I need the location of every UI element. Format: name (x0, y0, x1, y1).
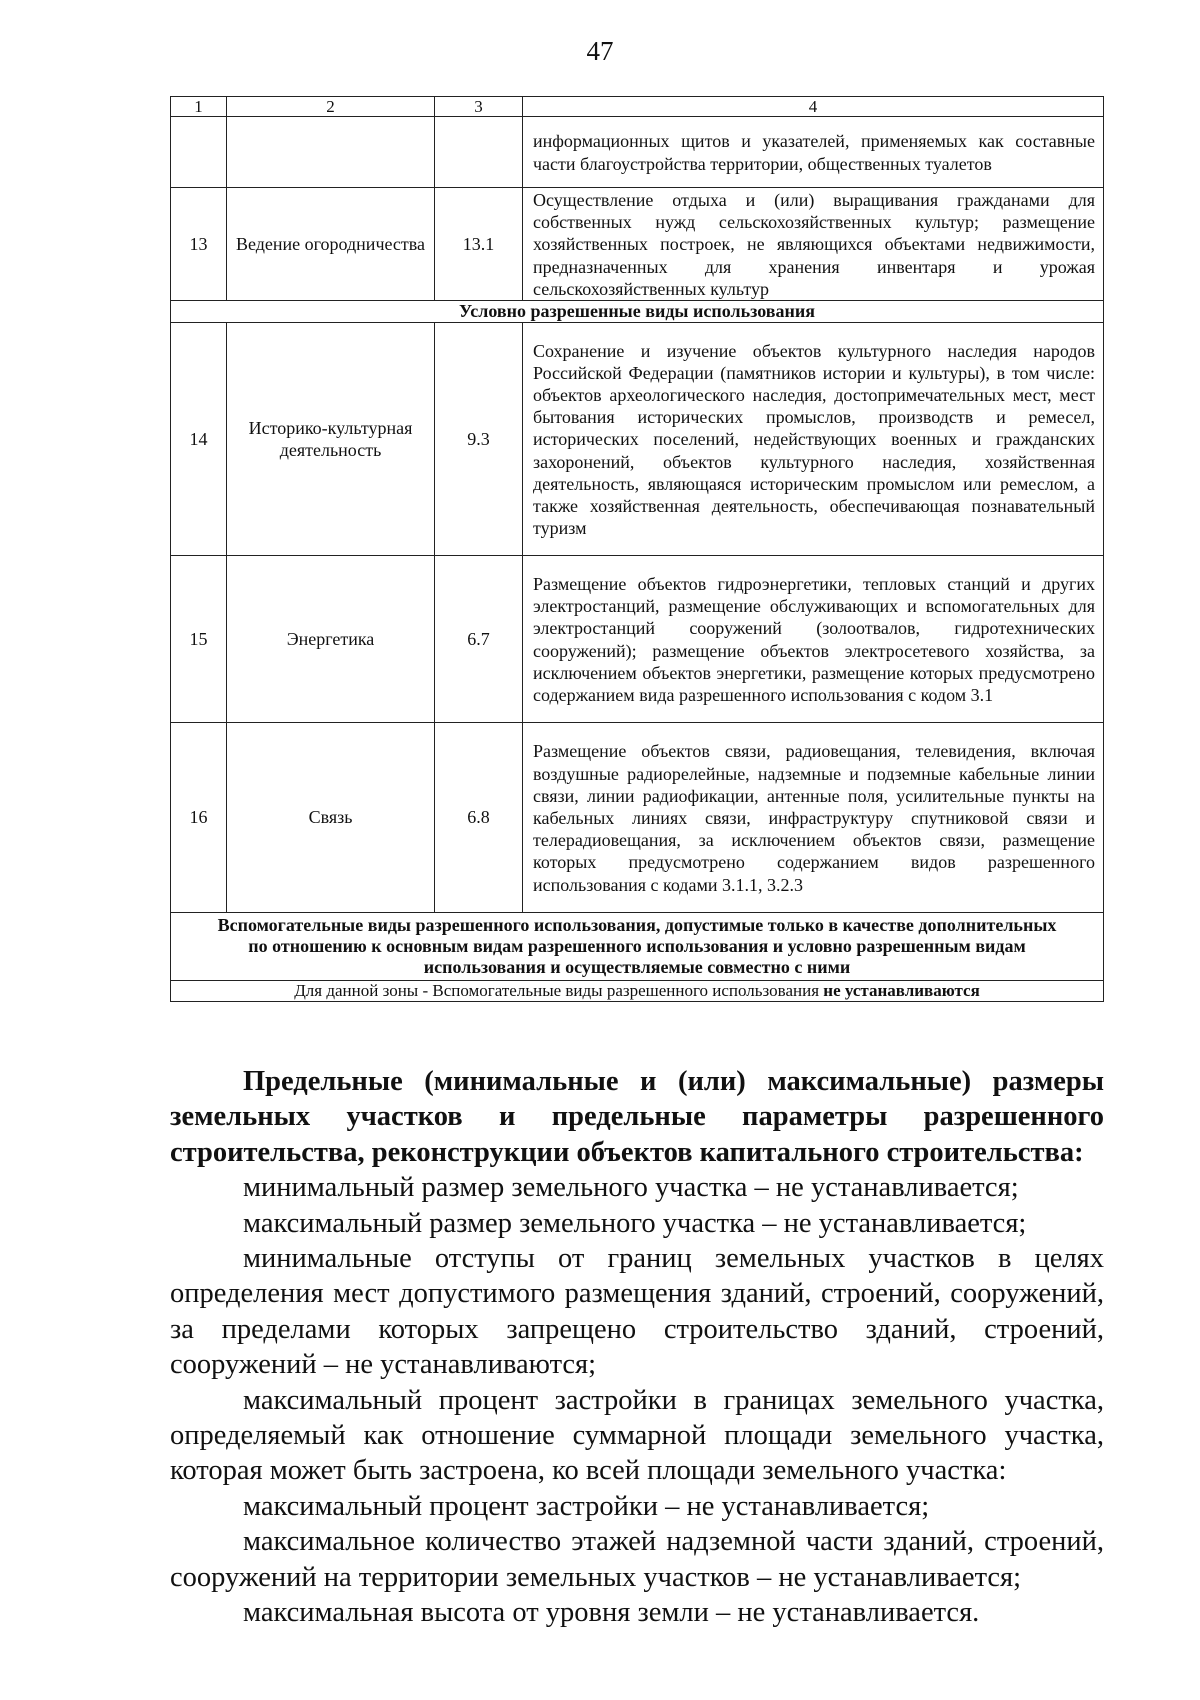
page-number: 47 (586, 36, 614, 66)
row-number (171, 117, 227, 188)
row-use-name (227, 117, 435, 188)
paragraph: минимальный размер земельного участка – не устанавливается; (243, 1172, 1019, 1204)
row-use-name: Энергетика (227, 556, 435, 723)
row-number: 15 (171, 556, 227, 723)
paragraph: максимальное количество этажей надземной части зданий, строений, сооружений на территории земельных участков – не устанавливается; (170, 1526, 1104, 1593)
section-heading: Предельные (минимальные и (или) максимальные) размеры земельных участков и предельные параметры разрешенного строительства, реконструкции объектов капитального строительства: (170, 1066, 1104, 1168)
note-row (171, 981, 1104, 1002)
section-row-auxiliary (171, 913, 1104, 981)
table-header-cell: 2 (227, 97, 435, 117)
table-row (171, 188, 1104, 301)
row-use-code: 13.1 (435, 188, 523, 301)
table-header-row (171, 97, 1104, 117)
row-description: Осуществление отдыха и (или) выращивания гражданами для собственных нужд сельскохозяйственных культур; размещение хозяйственных построек, не являющихся объектами недвижимости, предназначенных для хранения инвентаря и урожая сельскохозяйственных культур (523, 188, 1104, 301)
note-bold-text: не устанавливаются (823, 981, 980, 1001)
row-use-code: 9.3 (435, 323, 523, 556)
table-row (171, 117, 1104, 188)
paragraph: максимальный процент застройки – не устанавливается; (243, 1490, 930, 1522)
table-header-cell: 4 (523, 97, 1104, 117)
row-description: Размещение объектов связи, радиовещания, телевидения, включая воздушные радиорелейные, надземные и подземные кабельные линии связи, линии радиофикации, антенные поля, усилительные пункты на кабельных линиях связи, инфраструктуру спутниковой связи и телерадиовещания, за исключением объектов связи, размещение которых предусмотрено содержанием видов разрешенного использования с кодами 3.1.1, 3.2.3 (523, 723, 1104, 913)
table-row (171, 556, 1104, 723)
land-use-table (170, 96, 1104, 1002)
table-header-cell: 3 (435, 97, 523, 117)
row-use-code: 6.7 (435, 556, 523, 723)
note-text: Для данной зоны - Вспомогательные виды разрешенного использования (294, 981, 824, 1001)
row-use-name: Историко-культурная деятельность (227, 323, 435, 556)
row-number: 16 (171, 723, 227, 913)
row-use-code (435, 117, 523, 188)
paragraph: максимальный процент застройки в границах земельного участка, определяемый как отношение суммарной площади земельного участка, которая может быть застроена, ко всей площади земельного участка: (170, 1384, 1104, 1487)
row-number: 13 (171, 188, 227, 301)
row-use-name: Ведение огородничества (227, 188, 435, 301)
limits-section (170, 1064, 1104, 1631)
section-row-conditional (171, 301, 1104, 323)
section-title: Условно разрешенные виды использования (171, 301, 1104, 323)
table-row (171, 723, 1104, 913)
table-row (171, 323, 1104, 556)
section-title: Вспомогательные виды разрешенного использования, допустимые только в качестве дополнительных по отношению к основным видам разрешенного использования и условно разрешенным видам использования и осуществляемые совместно с ними (171, 913, 1104, 981)
row-description: Сохранение и изучение объектов культурного наследия народов Российской Федерации (памятников истории и культуры), в том числе: объектов археологического наследия, достопримечательных мест, мест бытования исторических промыслов, производств и ремесел, исторических поселений, недействующих военных и гражданских захоронений, объектов культурного наследия, хозяйственная деятельность, являющаяся историческим промыслом или ремеслом, а также хозяйственная деятельность, обеспечивающая познавательный туризм (523, 323, 1104, 556)
row-number: 14 (171, 323, 227, 556)
row-description: информационных щитов и указателей, применяемых как составные части благоустройства территории, общественных туалетов (523, 117, 1104, 188)
note-cell (171, 981, 1104, 1002)
paragraph: максимальный размер земельного участка – не устанавливается; (243, 1207, 1027, 1239)
row-use-code: 6.8 (435, 723, 523, 913)
table-header-cell: 1 (171, 97, 227, 117)
row-use-name: Связь (227, 723, 435, 913)
row-description: Размещение объектов гидроэнергетики, тепловых станций и других электростанций, размещение обслуживающих и вспомогательных для электростанций сооружений (золоотвалов, гидротехнических сооружений); размещение объектов электросетевого хозяйства, за исключением объектов энергетики, размещение которых предусмотрено содержанием вида разрешенного использования с кодом 3.1 (523, 556, 1104, 723)
paragraph: минимальные отступы от границ земельных участков в целях определения мест допустимого размещения зданий, строений, сооружений, за пределами которых запрещено строительство зданий, строений, сооружений – не устанавливаются; (170, 1243, 1104, 1381)
paragraph: максимальная высота от уровня земли – не устанавливается. (243, 1597, 980, 1629)
